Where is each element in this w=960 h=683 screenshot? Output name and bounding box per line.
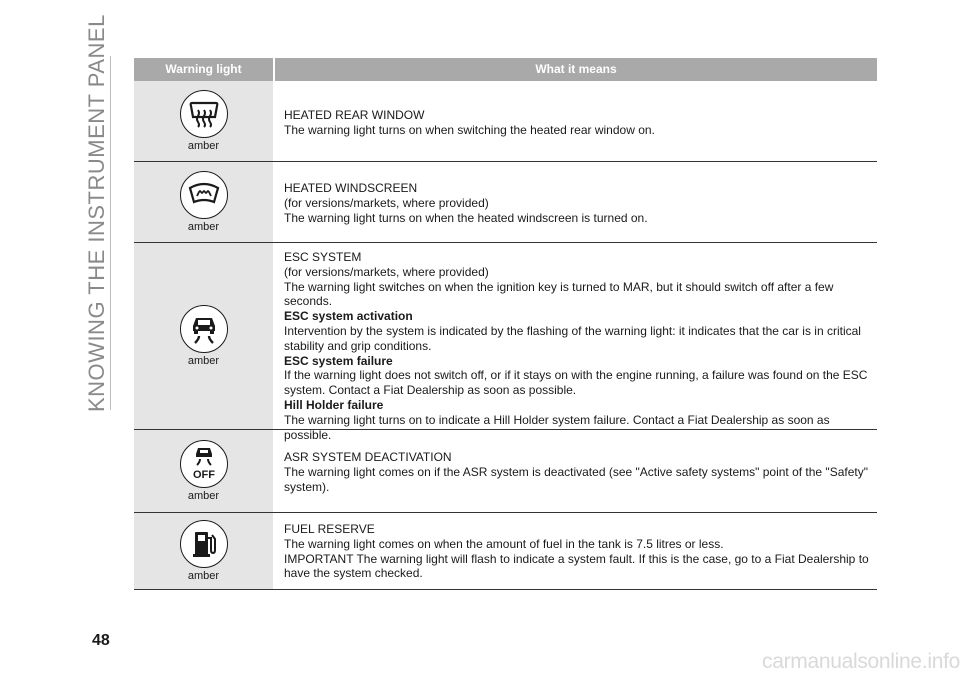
watermark: carmanualsonline.info	[762, 650, 960, 673]
color-label: amber	[187, 355, 220, 367]
warning-light-cell	[134, 513, 273, 589]
color-label: amber	[187, 140, 220, 152]
row-description: The warning light comes on if the ASR system is deactivated (see "Active safety systems" point of the "Safety" system).	[284, 464, 868, 494]
row-description: The warning light turns on when switching the heated rear window on.	[284, 122, 655, 137]
row-title: ASR SYSTEM DEACTIVATION	[284, 450, 452, 464]
row-description: The warning light switches on when the ignition key is turned to MAR, but it should switch off after a few seconds.	[284, 279, 834, 309]
meaning-cell	[273, 162, 877, 242]
section-title-vertical	[82, 14, 112, 412]
meaning-cell	[273, 430, 877, 512]
row-description: The warning light turns on to indicate a Hill Holder system failure. Contact a Fiat Dealership as soon as possible.	[284, 412, 830, 442]
asr-off-icon	[180, 440, 228, 488]
table-row	[134, 81, 877, 162]
subheading-esc-failure: ESC system failure	[284, 353, 393, 368]
row-important: IMPORTANT The warning light will flash to indicate a system fault. If this is the case, go to a Fiat Dealership to have the system checked.	[284, 551, 869, 581]
asr-off-text: OFF	[192, 469, 215, 481]
row-title: HEATED WINDSCREEN	[284, 181, 418, 195]
row-title: ESC SYSTEM	[284, 250, 362, 264]
table-row	[134, 243, 877, 442]
table-row	[134, 513, 877, 590]
header-what-it-means: What it means	[275, 58, 877, 81]
page-number: 48	[92, 632, 110, 649]
color-label: amber	[187, 570, 220, 582]
table-header	[134, 58, 877, 81]
row-description: The warning light turns on when the heated windscreen is turned on.	[284, 210, 648, 225]
meaning-cell	[273, 243, 877, 442]
row-title: FUEL RESERVE	[284, 522, 375, 536]
header-warning-light: Warning light	[134, 58, 273, 81]
section-divider	[110, 56, 111, 410]
warning-light-cell	[134, 430, 273, 512]
warning-light-cell	[134, 81, 273, 161]
heated-windscreen-icon	[180, 171, 228, 219]
table-row	[134, 162, 877, 243]
subheading-hill-holder-failure: Hill Holder failure	[284, 397, 384, 412]
row-description: The warning light comes on when the amount of fuel in the tank is 7.5 litres or less.	[284, 536, 724, 551]
warning-light-cell	[134, 243, 273, 429]
section-title: KNOWING THE INSTRUMENT PANEL	[84, 14, 109, 412]
row-title: HEATED REAR WINDOW	[284, 108, 425, 122]
row-description: Intervention by the system is indicated by the flashing of the warning light: it indicates that the car is in critical stability and grip conditions.	[284, 323, 861, 353]
row-note: (for versions/markets, where provided)	[284, 264, 489, 279]
row-description: If the warning light does not switch off, or if it stays on with the engine running, a failure was found on the ESC system. Contact a Fiat Dealership as soon as possible.	[284, 368, 868, 398]
warning-light-cell	[134, 162, 273, 242]
color-label: amber	[187, 221, 220, 233]
fuel-reserve-icon	[180, 520, 228, 568]
meaning-cell	[273, 81, 877, 161]
subheading-esc-activation: ESC system activation	[284, 309, 413, 324]
row-note: (for versions/markets, where provided)	[284, 195, 489, 210]
warning-lights-table	[134, 58, 877, 590]
heated-rear-window-icon	[180, 90, 228, 138]
esc-system-icon	[180, 305, 228, 353]
meaning-cell	[273, 513, 877, 589]
color-label: amber	[187, 490, 220, 502]
table-row	[134, 430, 877, 513]
